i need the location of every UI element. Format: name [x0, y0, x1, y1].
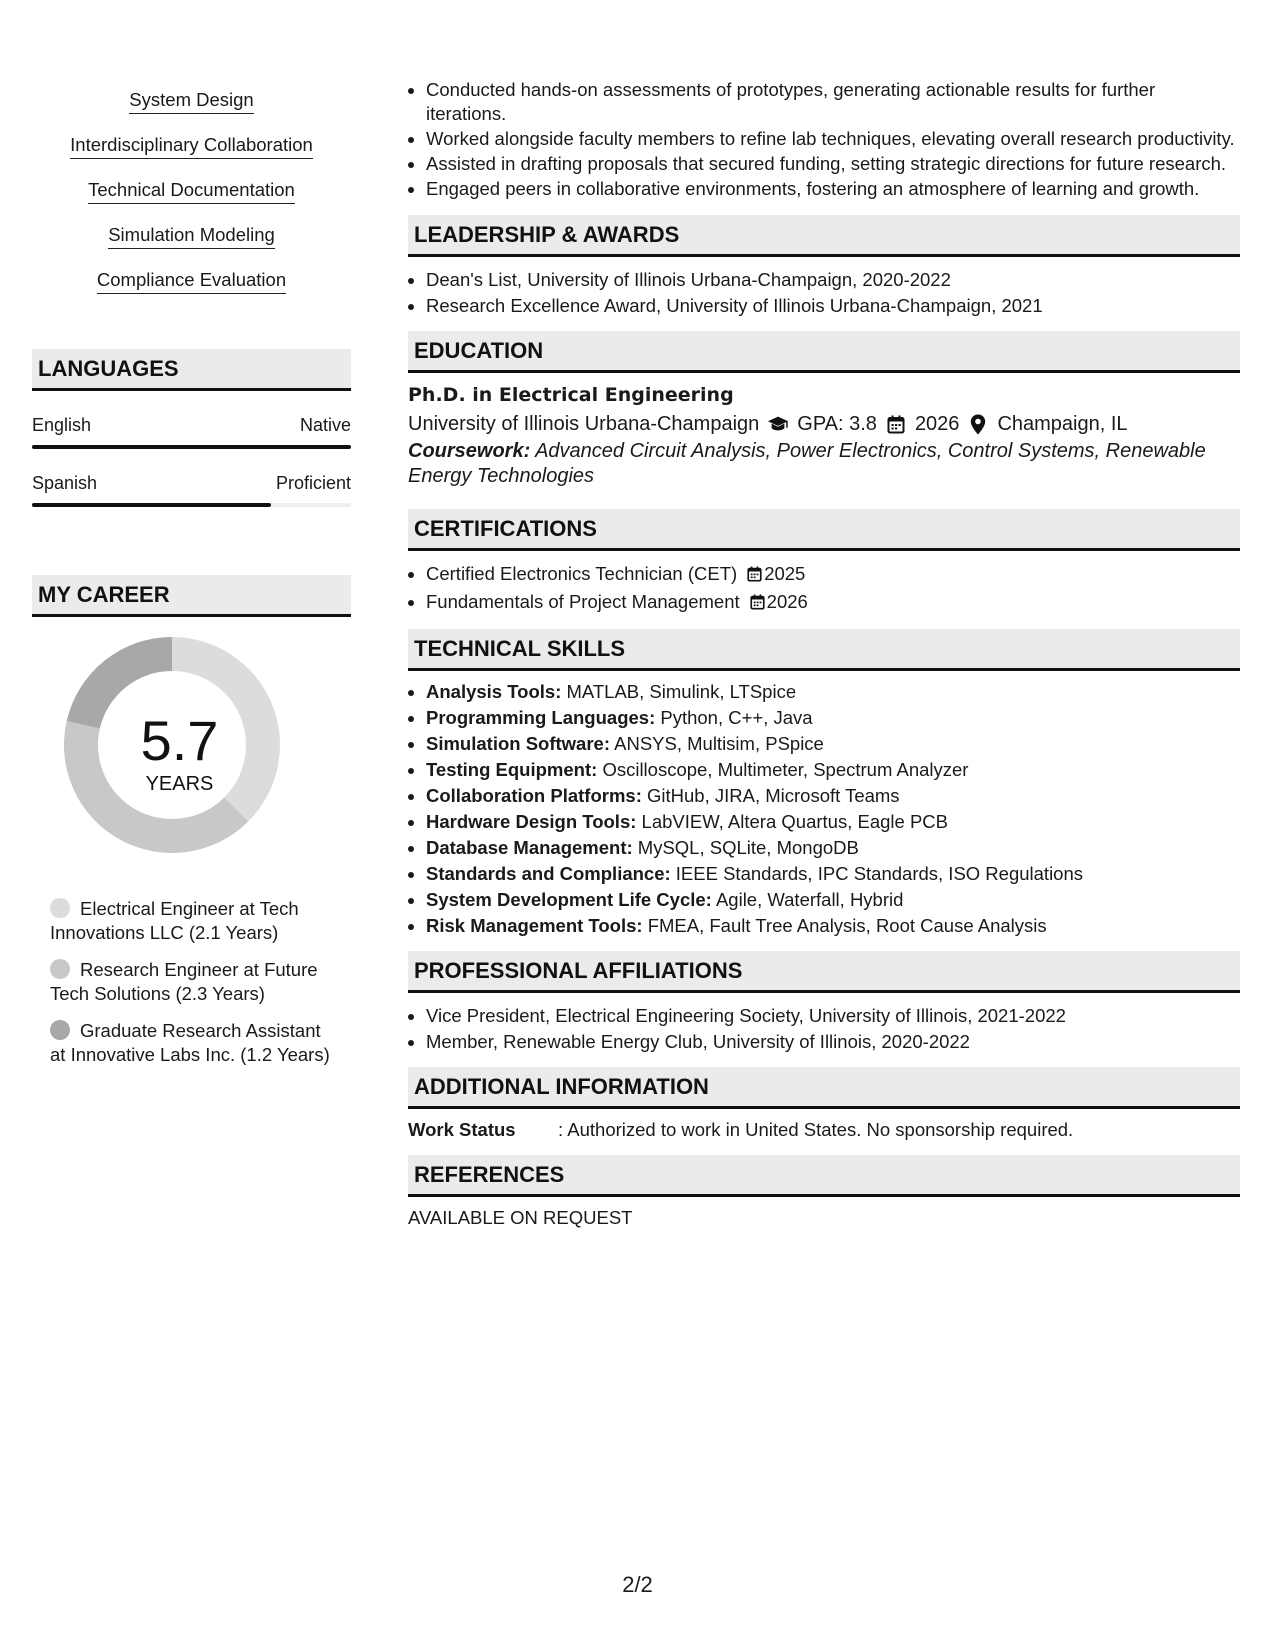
skill-value: MATLAB, Simulink, LTSpice [566, 681, 797, 702]
skill-value: ANSYS, Multisim, PSpice [614, 733, 824, 754]
career-total-years: 5.7 [140, 709, 219, 772]
language-level: Proficient [275, 473, 351, 493]
list-item: • Member, Renewable Energy Club, University of Illinois, 2020-2022 [426, 1029, 1240, 1055]
skill-label: Simulation Software: [426, 733, 610, 754]
work-status-value: : Authorized to work in United States. No sponsorship required. [558, 1119, 1074, 1140]
legend-dot [50, 1020, 70, 1040]
work-status-label: Work Status [408, 1119, 516, 1140]
list-item [426, 809, 1240, 835]
skill-tag: Interdisciplinary Collaboration [70, 133, 313, 159]
skill-label: Analysis Tools: [426, 681, 562, 702]
skill-value: MySQL, SQLite, MongoDB [637, 837, 859, 858]
coursework-label: Coursework: [408, 440, 531, 462]
education-school: University of Illinois Urbana-Champaign [408, 413, 760, 435]
calendar-icon [885, 415, 907, 434]
skill-label: Risk Management Tools: [426, 915, 643, 936]
cert-name: Fundamentals of Project Management [426, 591, 740, 612]
left-column [32, 78, 351, 1080]
legend-item [50, 897, 330, 945]
graduation-cap-icon [767, 415, 789, 433]
skill-label: Programming Languages: [426, 707, 656, 728]
list-item [426, 589, 1240, 617]
skill-value: Agile, Waterfall, Hybrid [715, 889, 904, 910]
technical-skills-list [408, 679, 1240, 939]
list-item: • Assisted in drafting proposals that secured funding, setting strategic directions for future research. [426, 152, 1240, 176]
coursework-text: Advanced Circuit Analysis, Power Electronics, Control Systems, Renewable Energy Technologies [408, 440, 1206, 487]
affiliations-list [408, 1003, 1240, 1055]
cert-name: Certified Electronics Technician (CET) [426, 563, 738, 584]
language-english [32, 413, 351, 449]
affiliations-heading: PROFESSIONAL AFFILIATIONS [408, 951, 1240, 993]
language-bar-fill [32, 445, 351, 449]
education-coursework [408, 439, 1240, 489]
list-item [426, 561, 1240, 589]
calendar-icon [747, 563, 762, 589]
calendar-icon [750, 591, 765, 617]
list-item [426, 731, 1240, 757]
skill-tag: Simulation Modeling [108, 223, 275, 249]
skill-value: IEEE Standards, IPC Standards, ISO Regulations [675, 863, 1084, 884]
certifications-heading: CERTIFICATIONS [408, 509, 1240, 551]
list-item: • Conducted hands-on assessments of prototypes, generating actionable results for further iterations. [426, 78, 1240, 126]
legend-dot [50, 959, 70, 979]
page-number: 2/2 [622, 1572, 653, 1597]
legend-label: Research Engineer at Future Tech Solutions (2.3 Years) [50, 959, 318, 1004]
career-years-label: YEARS [145, 773, 214, 795]
language-bar [32, 445, 351, 449]
education-degree: Ph.D. in Electrical Engineering [408, 384, 734, 406]
location-pin-icon [967, 414, 989, 435]
skill-value: FMEA, Fault Tree Analysis, Root Cause Analysis [647, 915, 1047, 936]
legend-label: Graduate Research Assistant at Innovative Labs Inc. (1.2 Years) [50, 1020, 330, 1065]
career-heading: MY CAREER [32, 575, 351, 617]
skill-label: Hardware Design Tools: [426, 811, 637, 832]
leadership-list [408, 267, 1240, 319]
legend-label: Electrical Engineer at Tech Innovations LLC (2.1 Years) [50, 898, 299, 943]
technical-skills-heading: TECHNICAL SKILLS [408, 629, 1240, 671]
list-item [426, 757, 1240, 783]
references-text: AVAILABLE ON REQUEST [408, 1207, 633, 1228]
work-status-row [408, 1119, 1240, 1141]
skill-label: System Development Life Cycle: [426, 889, 712, 910]
list-item [426, 835, 1240, 861]
skill-tags [32, 78, 351, 303]
skill-label: Collaboration Platforms: [426, 785, 642, 806]
language-name: English [32, 415, 92, 435]
list-item [426, 705, 1240, 731]
list-item [426, 861, 1240, 887]
language-level: Native [299, 415, 351, 435]
education-heading: EDUCATION [408, 331, 1240, 373]
list-item: • Engaged peers in collaborative environments, fostering an atmosphere of learning and growth. [426, 177, 1240, 201]
certifications-list [408, 561, 1240, 617]
experience-bullets [408, 78, 1240, 201]
leadership-heading: LEADERSHIP & AWARDS [408, 215, 1240, 257]
skill-value: Oscilloscope, Multimeter, Spectrum Analyzer [602, 759, 969, 780]
additional-info-heading: ADDITIONAL INFORMATION [408, 1067, 1240, 1109]
languages-heading: LANGUAGES [32, 349, 351, 391]
skill-value: GitHub, JIRA, Microsoft Teams [647, 785, 900, 806]
education-details [408, 409, 1240, 439]
language-spanish [32, 471, 351, 507]
skill-tag: Compliance Evaluation [97, 268, 286, 294]
legend-dot [50, 898, 70, 918]
right-column [408, 78, 1240, 1229]
list-item [426, 887, 1240, 913]
cert-year: 2026 [766, 591, 808, 612]
list-item: • Research Excellence Award, University of Illinois Urbana-Champaign, 2021 [426, 293, 1240, 319]
references-heading: REFERENCES [408, 1155, 1240, 1197]
list-item: • Worked alongside faculty members to refine lab techniques, elevating overall research productivity. [426, 127, 1240, 151]
language-name: Spanish [32, 473, 98, 493]
skill-label: Standards and Compliance: [426, 863, 671, 884]
career-legend [32, 897, 351, 1067]
language-bar [32, 503, 351, 507]
list-item [426, 679, 1240, 705]
skill-value: Python, C++, Java [660, 707, 813, 728]
list-item [426, 913, 1240, 939]
education-location: Champaign, IL [997, 413, 1128, 435]
skill-value: LabVIEW, Altera Quartus, Eagle PCB [641, 811, 948, 832]
skill-tag: System Design [129, 88, 253, 114]
skill-tag: Technical Documentation [88, 178, 295, 204]
language-bar-fill [32, 503, 271, 507]
list-item: • Dean's List, University of Illinois Urbana-Champaign, 2020-2022 [426, 267, 1240, 293]
legend-item [50, 1019, 330, 1067]
list-item [426, 783, 1240, 809]
education-gpa: GPA: 3.8 [797, 413, 877, 435]
education-year: 2026 [914, 413, 960, 435]
career-donut-chart [32, 637, 351, 897]
cert-year: 2025 [764, 563, 806, 584]
skill-label: Database Management: [426, 837, 633, 858]
skill-label: Testing Equipment: [426, 759, 598, 780]
list-item: • Vice President, Electrical Engineering Society, University of Illinois, 2021-2022 [426, 1003, 1240, 1029]
legend-item [50, 958, 330, 1006]
